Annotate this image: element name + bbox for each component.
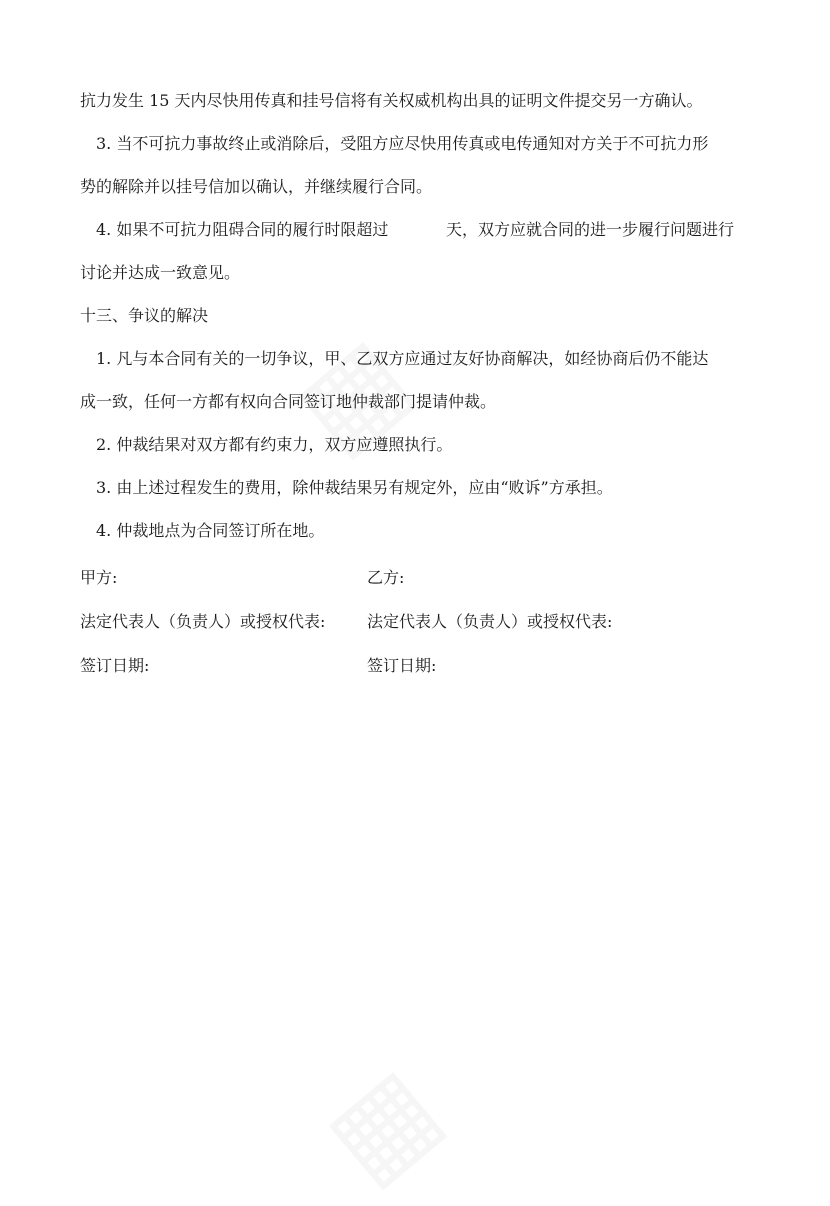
item-4-line-1-part-a: 4. 如果不可抗力阻碍合同的履行时限超过 bbox=[96, 220, 389, 239]
section-13-heading: 十三、争议的解决 bbox=[80, 306, 209, 325]
section-13-item-3: 3. 由上述过程发生的费用，除仲裁结果另有规定外，应由“败诉”方承担。 bbox=[96, 478, 613, 497]
item-4-line-2: 讨论并达成一致意见。 bbox=[80, 263, 241, 282]
party-a-representative-label: 法定代表人（负责人）或授权代表: bbox=[80, 612, 326, 631]
section-13-item-2: 2. 仲裁结果对双方都有约束力，双方应遵照执行。 bbox=[96, 435, 453, 454]
party-a-label: 甲方: bbox=[80, 568, 118, 587]
section-13-item-1-line-1: 1. 凡与本合同有关的一切争议，甲、乙双方应通过友好协商解决，如经协商后仍不能达 bbox=[96, 349, 709, 368]
section-13-item-4: 4. 仲裁地点为合同签订所在地。 bbox=[96, 521, 325, 540]
party-a-sign-date-label: 签订日期: bbox=[80, 656, 150, 675]
item-3-line-1: 3. 当不可抗力事故终止或消除后，受阻方应尽快用传真或电传通知对方关于不可抗力形 bbox=[96, 134, 709, 153]
item-3-line-2: 势的解除并以挂号信加以确认，并继续履行合同。 bbox=[80, 177, 433, 196]
party-b-sign-date-label: 签订日期: bbox=[367, 656, 437, 675]
watermark bbox=[301, 1042, 463, 1206]
party-b-representative-label: 法定代表人（负责人）或授权代表: bbox=[367, 612, 613, 631]
party-b-label: 乙方: bbox=[367, 568, 405, 587]
paragraph-continuation: 抗力发生 15 天内尽快用传真和挂号信将有关权威机构出具的证明文件提交另一方确认。 bbox=[80, 91, 703, 110]
item-4-line-1-part-b: 天，双方应就合同的进一步履行问题进行 bbox=[446, 220, 735, 239]
section-13-item-1-line-2: 成一致，任何一方都有权向合同签订地仲裁部门提请仲裁。 bbox=[80, 392, 497, 411]
